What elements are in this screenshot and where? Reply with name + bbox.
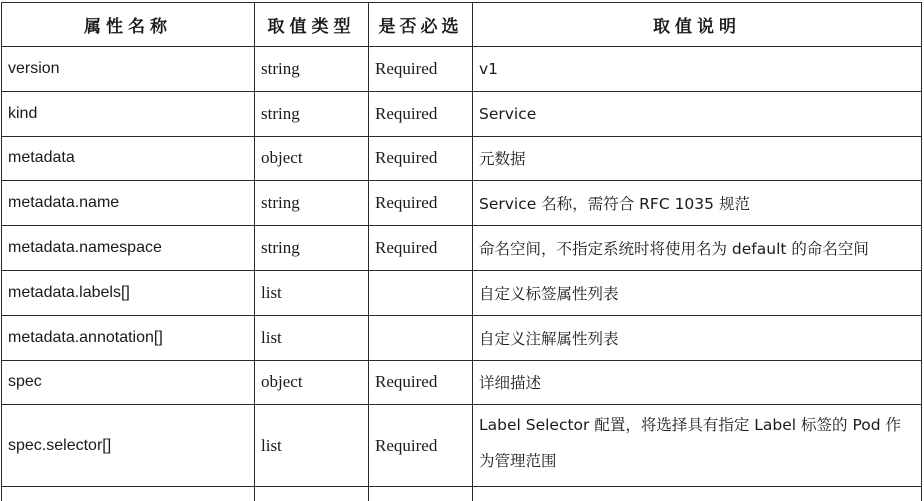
table-row bbox=[2, 270, 922, 315]
cell-attribute-name: metadata.name bbox=[2, 181, 255, 226]
table-row bbox=[2, 226, 922, 271]
cell-attribute-name: version bbox=[2, 47, 255, 92]
table-row bbox=[2, 405, 922, 487]
table-row bbox=[2, 136, 922, 181]
cell-required bbox=[369, 270, 473, 315]
cell-value-type: string bbox=[255, 226, 369, 271]
cell-attribute-name: kind bbox=[2, 91, 255, 136]
table-body bbox=[2, 47, 922, 501]
cell-empty bbox=[369, 487, 473, 501]
table-header bbox=[2, 3, 922, 47]
cell-value-type: string bbox=[255, 181, 369, 226]
header-attribute-name: 属性名称 bbox=[2, 3, 255, 47]
cell-empty bbox=[255, 487, 369, 501]
cell-attribute-name: metadata.annotation[] bbox=[2, 315, 255, 360]
cell-required: Required bbox=[369, 181, 473, 226]
cell-description: 命名空间，不指定系统时将使用名为 default 的命名空间 bbox=[473, 226, 922, 271]
header-row bbox=[2, 3, 922, 47]
cell-empty bbox=[2, 487, 255, 501]
table-row bbox=[2, 47, 922, 92]
header-required: 是否必选 bbox=[369, 3, 473, 47]
cell-required: Required bbox=[369, 136, 473, 181]
cell-description: v1 bbox=[473, 47, 922, 92]
cell-required bbox=[369, 315, 473, 360]
cell-description: 详细描述 bbox=[473, 360, 922, 405]
table-row bbox=[2, 91, 922, 136]
table-row-cut-off bbox=[2, 487, 922, 501]
cell-attribute-name: spec.selector[] bbox=[2, 405, 255, 487]
cell-required: Required bbox=[369, 91, 473, 136]
cell-attribute-name: spec bbox=[2, 360, 255, 405]
cell-description: Service bbox=[473, 91, 922, 136]
cell-attribute-name: metadata.namespace bbox=[2, 226, 255, 271]
cell-value-type: string bbox=[255, 47, 369, 92]
cell-description: Label Selector 配置，将选择具有指定 Label 标签的 Pod 作为管理范围 bbox=[473, 405, 922, 487]
cell-value-type: list bbox=[255, 270, 369, 315]
cell-value-type: list bbox=[255, 405, 369, 487]
cell-description: 自定义标签属性列表 bbox=[473, 270, 922, 315]
cell-empty bbox=[473, 487, 922, 501]
cell-required: Required bbox=[369, 405, 473, 487]
service-attributes-table bbox=[1, 2, 922, 501]
header-description: 取值说明 bbox=[473, 3, 922, 47]
cell-required: Required bbox=[369, 47, 473, 92]
table-row bbox=[2, 181, 922, 226]
cell-description: 自定义注解属性列表 bbox=[473, 315, 922, 360]
cell-required: Required bbox=[369, 226, 473, 271]
cell-description: 元数据 bbox=[473, 136, 922, 181]
cell-attribute-name: metadata bbox=[2, 136, 255, 181]
table-row bbox=[2, 360, 922, 405]
cell-value-type: object bbox=[255, 136, 369, 181]
header-value-type: 取值类型 bbox=[255, 3, 369, 47]
table-row bbox=[2, 315, 922, 360]
cell-description: Service 名称，需符合 RFC 1035 规范 bbox=[473, 181, 922, 226]
cell-required: Required bbox=[369, 360, 473, 405]
cell-value-type: object bbox=[255, 360, 369, 405]
cell-value-type: list bbox=[255, 315, 369, 360]
cell-attribute-name: metadata.labels[] bbox=[2, 270, 255, 315]
cell-value-type: string bbox=[255, 91, 369, 136]
